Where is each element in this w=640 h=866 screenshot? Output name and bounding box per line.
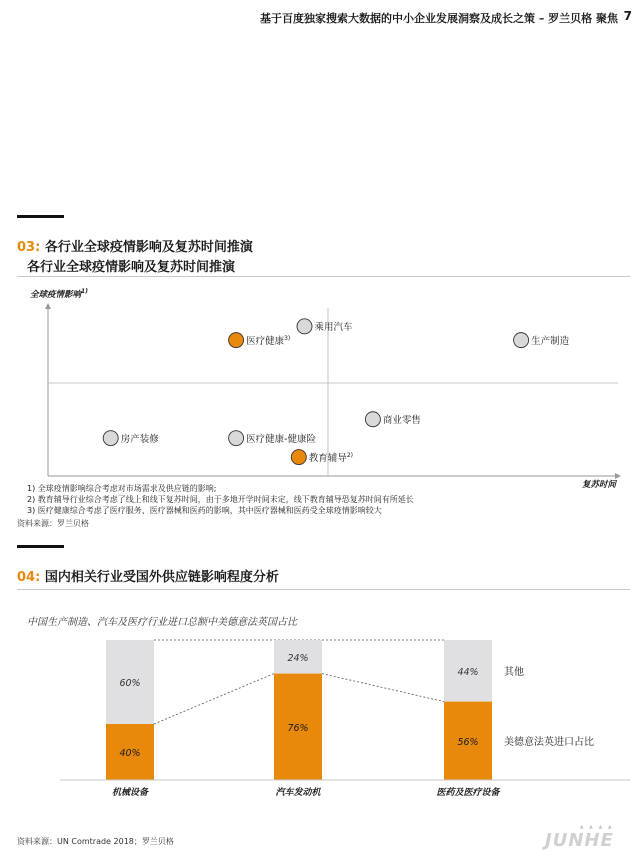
industry-name: 乘用汽车	[314, 322, 353, 334]
industry-point	[297, 319, 312, 334]
section4-heading	[17, 566, 279, 585]
y-axis-label-text: 全球疫情影响	[30, 290, 82, 300]
report-title: 基于百度独家搜索大数据的中小企业发展洞察及成长之策	[259, 12, 535, 25]
bar-value-label-import-share: 40%	[119, 748, 141, 759]
industry-name: 医疗健康	[246, 336, 285, 348]
industry-point	[514, 333, 529, 348]
industry-name: 教育辅导	[308, 453, 347, 465]
industry-point	[229, 431, 244, 446]
bar-category-label: 医药及医疗设备	[436, 788, 500, 798]
watermark-wordmark: JUNHE	[545, 830, 614, 851]
industry-point-label	[383, 412, 421, 426]
industry-point-label	[315, 319, 353, 333]
bar-value-label-other: 60%	[119, 678, 141, 689]
section3-number: 03:	[17, 240, 41, 255]
industry-name: 商业零售	[382, 415, 421, 427]
bar-connector-line	[322, 674, 444, 702]
industry-point-label	[246, 333, 290, 347]
industry-name: 生产制造	[531, 336, 570, 348]
section4-source: 资料来源：UN Comtrade 2018；罗兰贝格	[17, 837, 174, 846]
bar-category-label: 机械设备	[111, 788, 149, 798]
bar-legend-label: 其他	[504, 666, 524, 678]
bar-chart-title: 中国生产制造、汽车及医疗行业进口总额中美德意法英国占比	[27, 617, 297, 628]
page-number: 7	[623, 9, 632, 23]
footnote-1: 1) 全球疫情影响综合考虑对市场需求及供应链的影响;	[27, 484, 217, 493]
footnote-2: 2) 教育辅导行业综合考虑了线上和线下复苏时间，由于多地开学时间未定，线下教育辅导恐复苏时间有所延长	[27, 495, 414, 504]
section4-number: 04:	[17, 570, 41, 585]
section3-source: 资料来源：罗兰贝格	[17, 519, 89, 528]
industry-footnote-ref: 3)	[284, 334, 291, 342]
footnote-3: 3) 医疗健康综合考虑了医疗服务、医疗器械和医药的影响，其中医疗器械和医药受全球疫情影响较大	[27, 506, 382, 515]
watermark-mark: ▲ ▲ ▲ ▲	[579, 824, 614, 830]
supply-chain-bar-chart	[0, 630, 640, 810]
section3-subtitle: 各行业全球疫情影响及复苏时间推演	[27, 260, 236, 275]
y-axis-label-sup: 1)	[81, 288, 88, 296]
section4-rule	[17, 589, 630, 590]
industry-name: 房产装修	[120, 434, 159, 446]
industry-footnote-ref: 2)	[346, 451, 353, 459]
section-divider-bar	[17, 545, 64, 548]
bar-value-label-other: 44%	[457, 666, 479, 678]
section3-title: 各行业全球疫情影响及复苏时间推演	[44, 240, 253, 255]
industry-point	[365, 412, 380, 427]
bar-category-label: 汽车发动机	[275, 788, 321, 798]
industry-point-label	[309, 450, 353, 464]
industry-point-label	[121, 431, 159, 445]
bar-legend-label: 美德意法英进口占比	[504, 736, 594, 748]
section4-title: 国内相关行业受国外供应链影响程度分析	[44, 570, 279, 585]
industry-name: 医疗健康-健康险	[246, 434, 317, 446]
bar-value-label-import-share: 56%	[457, 736, 479, 748]
bar-value-label-import-share: 76%	[287, 722, 309, 734]
industry-point	[291, 450, 306, 465]
watermark-logo	[545, 824, 614, 851]
bar-connector-line	[154, 674, 274, 724]
industry-point-label	[246, 431, 316, 445]
industry-point	[103, 431, 118, 446]
industry-point-label	[531, 333, 569, 347]
bar-value-label-other: 24%	[287, 652, 309, 664]
industry-point	[229, 333, 244, 348]
brand-label: – 罗兰贝格 聚焦	[538, 12, 618, 25]
x-axis-label: 复苏时间	[582, 480, 617, 490]
